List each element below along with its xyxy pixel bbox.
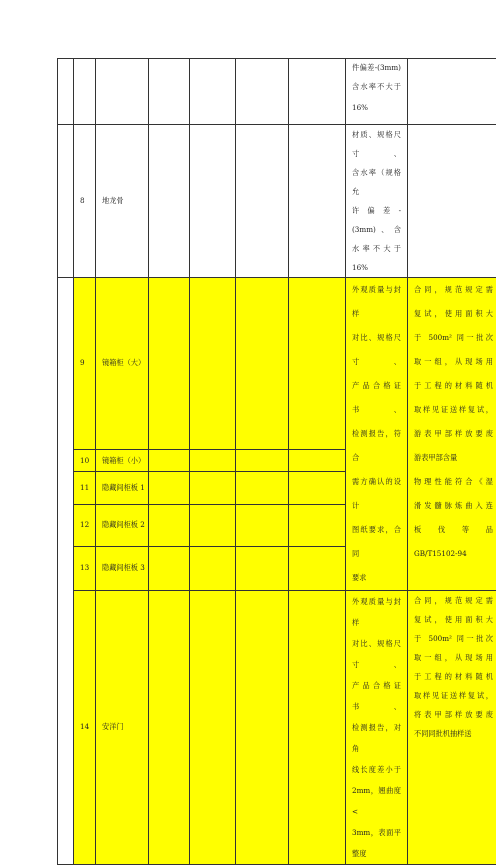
empty-cell [149,278,190,450]
remark-cell [408,59,496,125]
material-name: 地龙骨 [96,125,149,278]
requirement-text: 材质、规格尺寸、 含水率（规格允 许偏差-(3mm)、含 水率不大于 16% [346,125,408,278]
empty-cell [149,59,190,125]
requirement-text: 外观质量与封样 对比、规格尺寸、 产品合格证书、 检测报告，对角 线长度差小于 2mm，翘曲度< 3mm，表面平整度 [346,591,408,865]
empty-cell [289,59,346,125]
empty-cell [236,59,289,125]
row-number: 13 [74,547,96,591]
margin-cell [58,278,74,865]
remark-text: 合同，规范规定需 复试，使用面积大 于 500m² 同一批次 取一组，从现场用 于工程的材料随机 取样见证送样复试， 将表甲部样放要废 不同同批机抽样送 [408,591,496,865]
empty-cell [190,591,236,865]
empty-cell [289,472,346,505]
row-number [74,59,96,125]
table-row-14 [58,591,496,865]
empty-cell [149,591,190,865]
empty-cell [236,278,289,450]
empty-cell [236,505,289,547]
empty-cell [190,472,236,505]
material-name: 安洋门 [96,591,149,865]
table-row-8 [58,125,496,278]
empty-cell [149,125,190,278]
row-number: 10 [74,450,96,472]
row-number: 11 [74,472,96,505]
material-name: 隐藏间柜板 3 [96,547,149,591]
empty-cell [236,450,289,472]
empty-cell [236,125,289,278]
table-row-9 [58,278,496,450]
empty-cell [289,278,346,450]
margin-cell [58,125,74,278]
empty-cell [236,547,289,591]
empty-cell [149,505,190,547]
row-number: 9 [74,278,96,450]
empty-cell [190,450,236,472]
empty-cell [190,547,236,591]
empty-cell [289,505,346,547]
requirement-text: 件偏差-(3mm) 含水率不大于 16% [346,59,408,125]
material-name: 镜箱柜（大） [96,278,149,450]
material-name: 镜箱柜（小） [96,450,149,472]
empty-cell [190,125,236,278]
empty-cell [149,547,190,591]
remark-text-group: 合同，规范规定需 复试，使用面积大 于 500m² 同一批次 取一组，从现场用 于工程的材料随机 取样见证送样复试， 游表甲部样放要废 游表甲部含量 物理性能符合《湿 滑发髓脉炼曲入连 板 伐 等 品 GB/T15102-94 [408,278,496,591]
empty-cell [149,472,190,505]
empty-cell [289,125,346,278]
empty-cell [289,450,346,472]
empty-cell [236,591,289,865]
empty-cell [289,547,346,591]
row-number: 14 [74,591,96,865]
margin-cell [58,59,74,125]
table-row-continuation [58,59,496,125]
empty-cell [190,505,236,547]
row-number: 12 [74,505,96,547]
material-name: 隐藏间柜板 2 [96,505,149,547]
empty-cell [289,591,346,865]
remark-cell [408,125,496,278]
row-number: 8 [74,125,96,278]
material-name: 隐藏间柜板 1 [96,472,149,505]
material-inspection-table [57,58,496,865]
empty-cell [190,278,236,450]
empty-cell [149,450,190,472]
material-name [96,59,149,125]
empty-cell [190,59,236,125]
empty-cell [236,472,289,505]
requirement-text-group: 外观质量与封样 对比、规格尺寸、 产品合格证书、 检测报告，符合 需方确认的设计 图纸要求，合同 要求 [346,278,408,591]
